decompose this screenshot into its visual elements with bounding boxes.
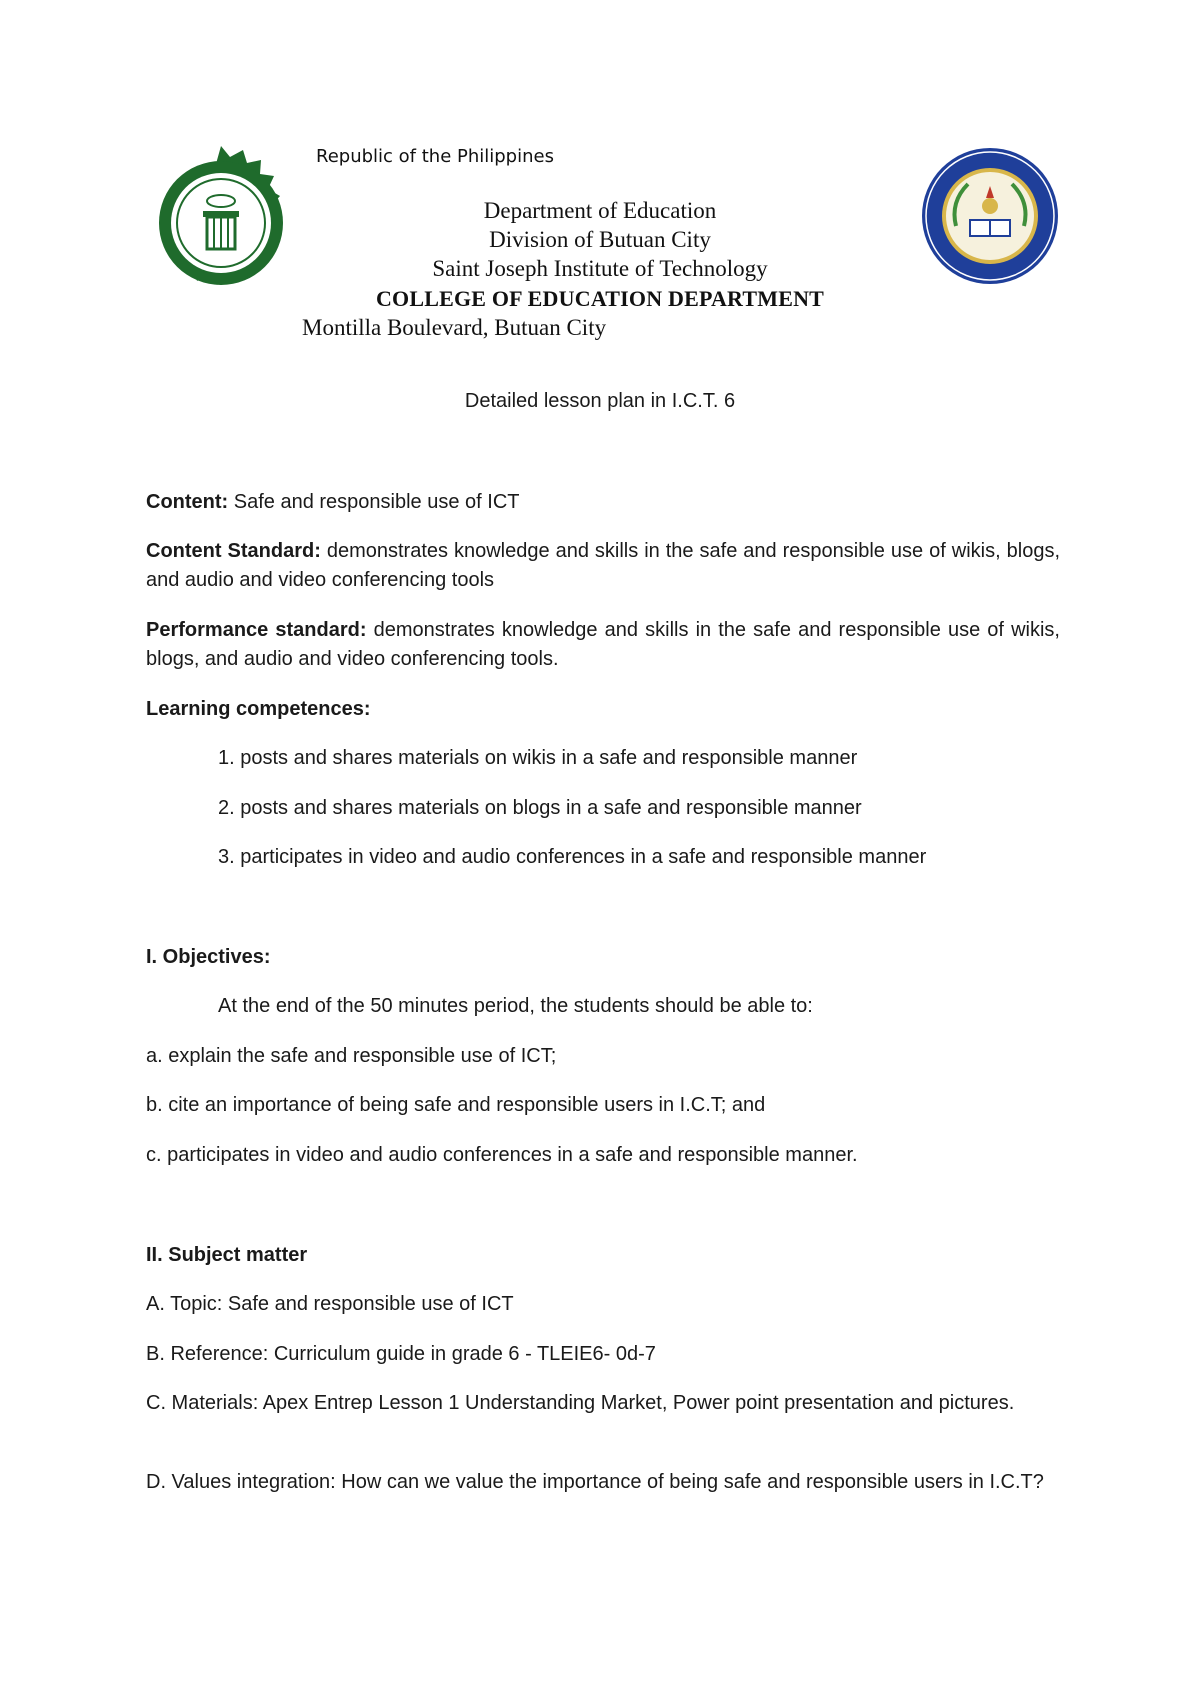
content-value: Safe and responsible use of ICT [228,491,520,513]
subject-topic: A. Topic: Safe and responsible use of ICT [146,1293,514,1315]
learning-competences-heading: Learning competences: [146,698,371,720]
performance-standard-paragraph [146,616,1060,674]
content-standard-value: demonstrates knowledge and skills in the safe and responsible use of wikis, blogs, and audio and video conferencing tools [146,540,1060,591]
school-name: Saint Joseph Institute of Technology [432,256,768,281]
subject-reference: B. Reference: Curriculum guide in grade 6 - TLEIE6- 0d-7 [146,1343,656,1365]
content-standard-label: Content Standard: [146,540,321,562]
performance-standard-value: demonstrates knowledge and skills in the safe and responsible use of wikis, blogs, and audio and video conferencing tools. [146,619,1060,670]
subject-materials: C. Materials: Apex Entrep Lesson 1 Understanding Market, Power point presentation and pictures. [146,1392,1015,1414]
document-title: Detailed lesson plan in I.C.T. 6 [464,390,736,412]
content-standard-paragraph [146,537,1060,595]
subject-values-integration: D. Values integration: How can we value the importance of being safe and responsible users in I.C.T? [146,1471,1044,1493]
objective-item: b. cite an importance of being safe and responsible users in I.C.T; and [146,1094,766,1116]
college-name: COLLEGE OF EDUCATION DEPARTMENT [375,286,825,311]
subject-matter-heading: II. Subject matter [146,1244,308,1266]
division-line: Division of Butuan City [489,227,711,252]
republic-line: Republic of the Philippines [316,146,554,167]
competence-item: 3. participates in video and audio conferences in a safe and responsible manner [218,846,927,868]
competence-item: 1. posts and shares materials on wikis in a safe and responsible manner [218,747,858,769]
competence-item: 2. posts and shares materials on blogs in a safe and responsible manner [218,797,862,819]
content-label: Content: [146,491,229,513]
objective-item: a. explain the safe and responsible use of ICT; [146,1045,557,1067]
objectives-intro: At the end of the 50 minutes period, the students should be able to: [218,995,813,1017]
content-line [146,488,1060,517]
objectives-heading: I. Objectives: [146,946,271,968]
objective-item: c. participates in video and audio conferences in a safe and responsible manner. [146,1144,858,1166]
department-line: Department of Education [483,198,717,223]
school-address: Montilla Boulevard, Butuan City [302,315,607,340]
performance-standard-label: Performance standard: [146,619,367,641]
